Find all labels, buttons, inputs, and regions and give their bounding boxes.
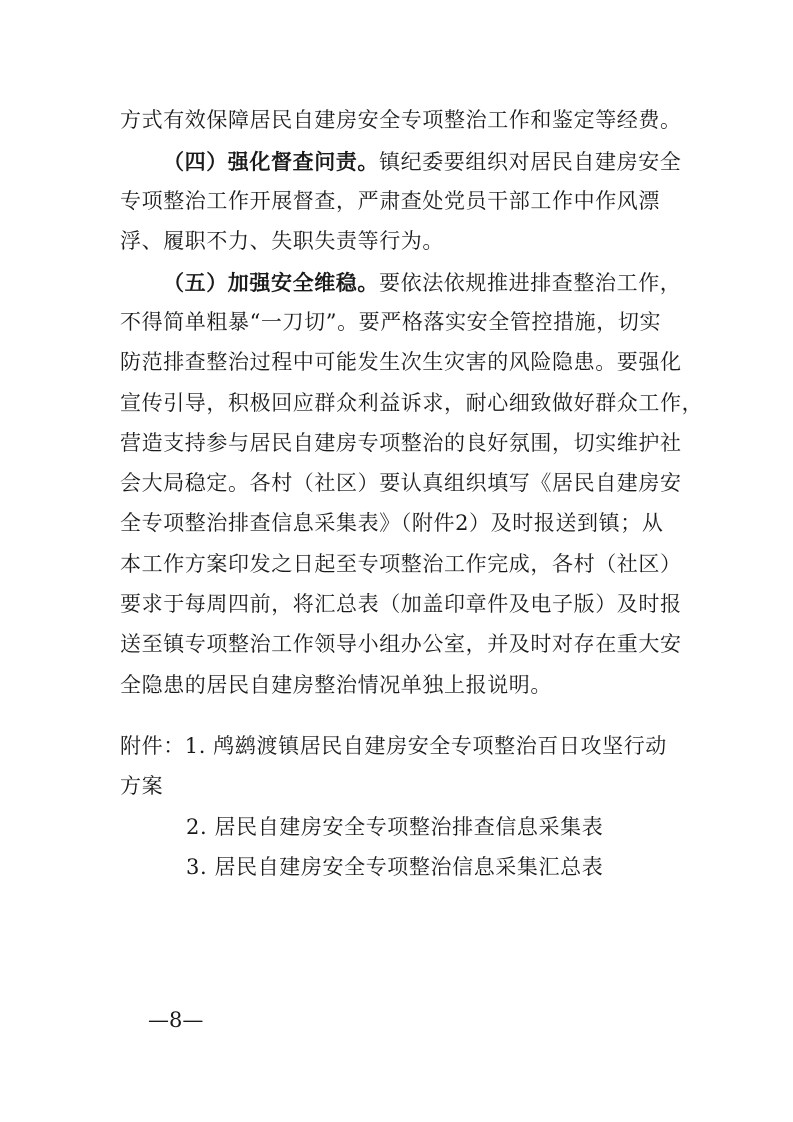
- body-text-line: 防范排查整治过程中可能发生次生灾害的风险隐患。要强化: [120, 350, 682, 374]
- body-text-line: 本工作方案印发之日起至专项整治工作完成，各村（社区）: [120, 552, 682, 576]
- body-text-line: 宣传引导，积极回应群众利益诉求，耐心细致做好群众工作，: [120, 391, 704, 415]
- attachment-item-1: 附件：1. 鸬鹚渡镇居民自建房安全专项整治百日攻坚行动: [120, 734, 667, 758]
- body-text-line: 送至镇专项整治工作领导小组办公室，并及时对存在重大安: [120, 632, 682, 656]
- section-5-line: [163, 272, 723, 294]
- body-text-line: 全隐患的居民自建房整治情况单独上报说明。: [120, 673, 552, 697]
- attachment-item-3: 3. 居民自建房安全专项整治信息采集汇总表: [186, 855, 604, 879]
- section-5-text: 要依法依规推进排查整治工作，: [379, 271, 682, 295]
- body-text-line: 营造支持参与居民自建房专项整治的良好氛围，切实维护社: [120, 431, 682, 455]
- section-5-heading: （五）加强安全维稳。: [163, 270, 379, 295]
- body-text-line: 浮、履职不力、失职失责等行为。: [120, 229, 444, 253]
- body-text-line: 要求于每周四前，将汇总表（加盖印章件及电子版）及时报: [120, 592, 682, 616]
- body-text-line: 全专项整治排查信息采集表》（附件2）及时报送到镇；从: [120, 511, 664, 535]
- body-text-line: 方式有效保障居民自建房安全专项整治工作和鉴定等经费。: [120, 108, 682, 132]
- section-4-heading: （四）强化督查问责。: [163, 149, 379, 174]
- section-4-text: 镇纪委要组织对居民自建房安全: [379, 150, 682, 174]
- body-text-line: 不得简单粗暴“一刀切”。要严格落实安全管控措施，切实: [120, 310, 662, 334]
- attachment-item-2: 2. 居民自建房安全专项整治排查信息采集表: [186, 815, 604, 839]
- section-4-line: [163, 151, 723, 173]
- body-text-line: 专项整治工作开展督查，严肃查处党员干部工作中作风漂: [120, 189, 660, 213]
- attachment-item-1-continued: 方案: [120, 774, 164, 798]
- body-text-line: 会大局稳定。各村（社区）要认真组织填写《居民自建房安: [120, 471, 682, 495]
- page-number: —8—: [148, 1008, 204, 1032]
